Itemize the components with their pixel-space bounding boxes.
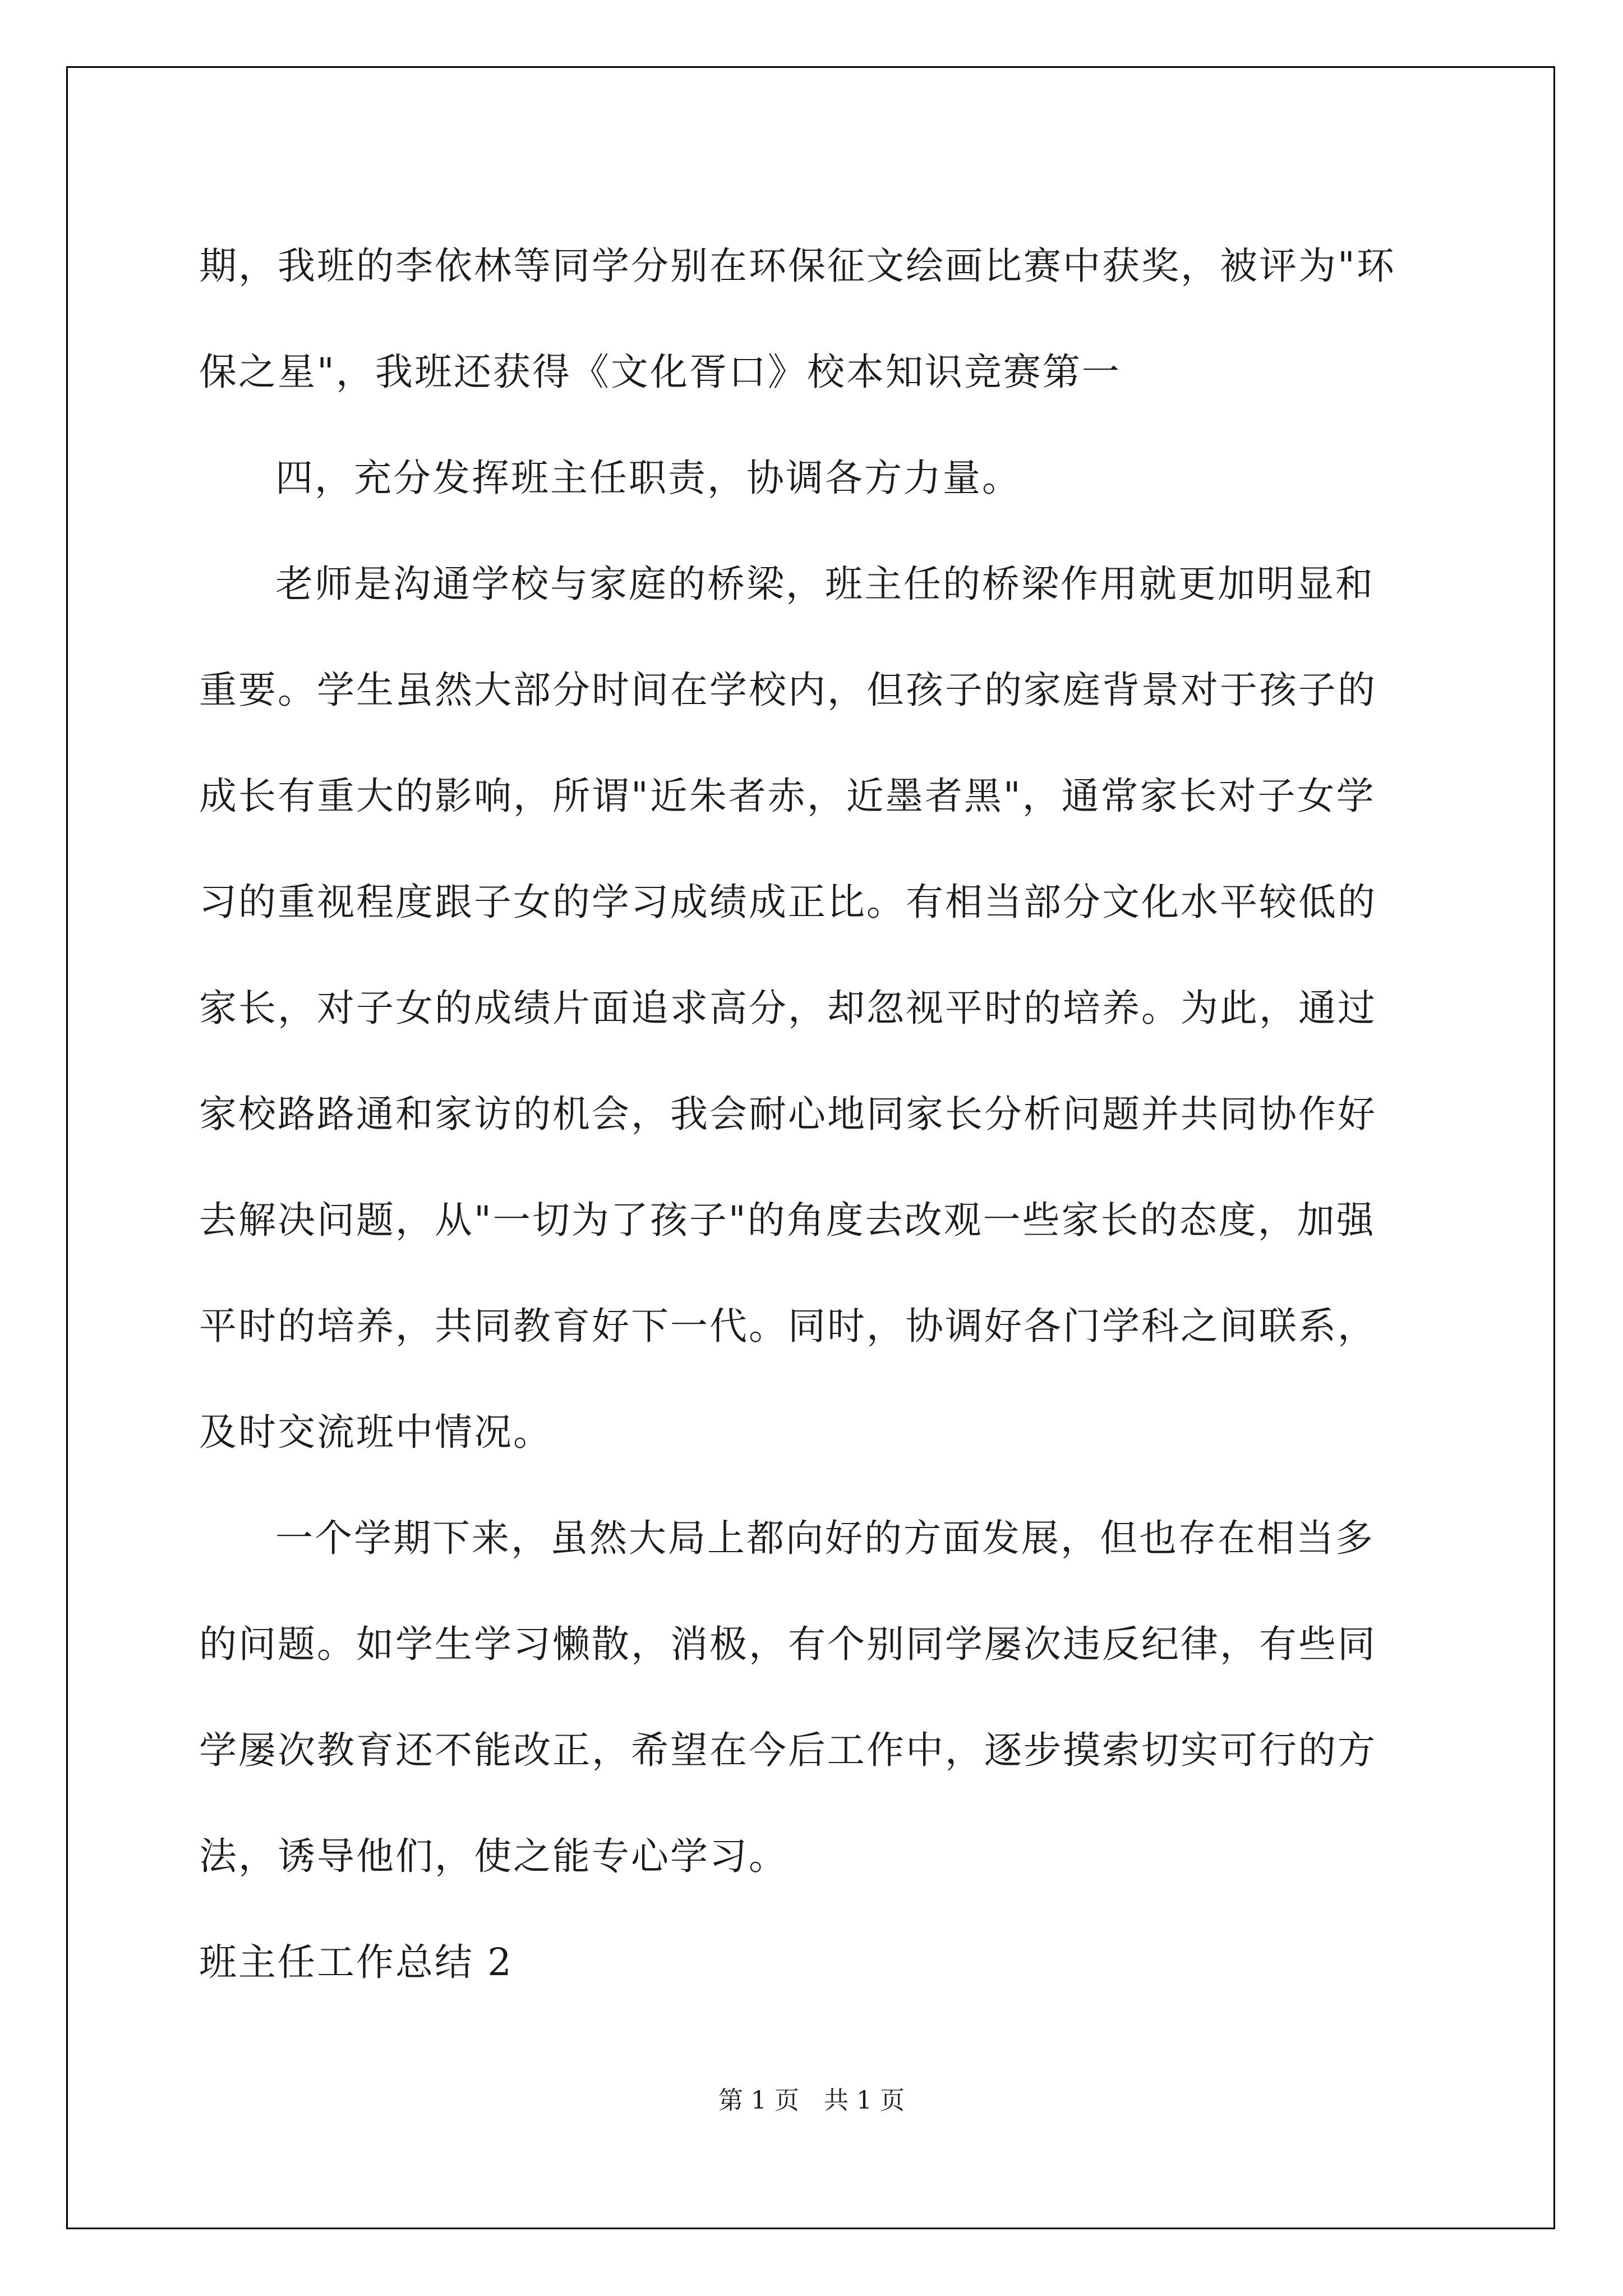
text-line: 期，我班的李依林等同学分别在环保征文绘画比赛中获奖，被评为"环 [199, 244, 1396, 288]
text-line: 去解决问题，从"一切为了孩子"的角度去改观一些家长的态度，加强 [199, 1198, 1376, 1242]
text-line: 家校路路通和家访的机会，我会耐心地同家长分析问题并共同协作好 [199, 1092, 1377, 1136]
text-line: 一个学期下来，虽然大局上都向好的方面发展，但也存在相当多 [275, 1516, 1375, 1560]
text-line: 老师是沟通学校与家庭的桥梁，班主任的桥梁作用就更加明显和 [275, 562, 1375, 606]
section-heading: 四，充分发挥班主任职责，协调各方力量。 [275, 456, 1021, 500]
document-subtitle: 班主任工作总结 2 [199, 1940, 513, 1984]
text-line: 保之星"，我班还获得《文化胥口》校本知识竞赛第一 [199, 350, 1121, 394]
text-line: 家长，对子女的成绩片面追求高分，却忽视平时的培养。为此，通过 [199, 986, 1377, 1030]
page-number-footer: 第 1 页 共 1 页 [718, 2086, 905, 2115]
text-line: 习的重视程度跟子女的学习成绩成正比。有相当部分文化水平较低的 [199, 880, 1377, 924]
text-line: 平时的培养，共同教育好下一代。同时，协调好各门学科之间联系， [199, 1304, 1377, 1348]
text-line: 成长有重大的影响，所谓"近朱者赤，近墨者黑"，通常家长对子女学 [199, 774, 1376, 818]
text-line: 重要。学生虽然大部分时间在学校内，但孩子的家庭背景对于孩子的 [199, 668, 1377, 712]
text-line: 的问题。如学生学习懒散，消极，有个别同学屡次违反纪律，有些同 [199, 1622, 1377, 1666]
text-line: 法，诱导他们，使之能专心学习。 [199, 1834, 788, 1878]
text-line: 及时交流班中情况。 [199, 1410, 552, 1454]
text-line: 学屡次教育还不能改正，希望在今后工作中，逐步摸索切实可行的方 [199, 1728, 1377, 1772]
document-body [199, 213, 1438, 2016]
